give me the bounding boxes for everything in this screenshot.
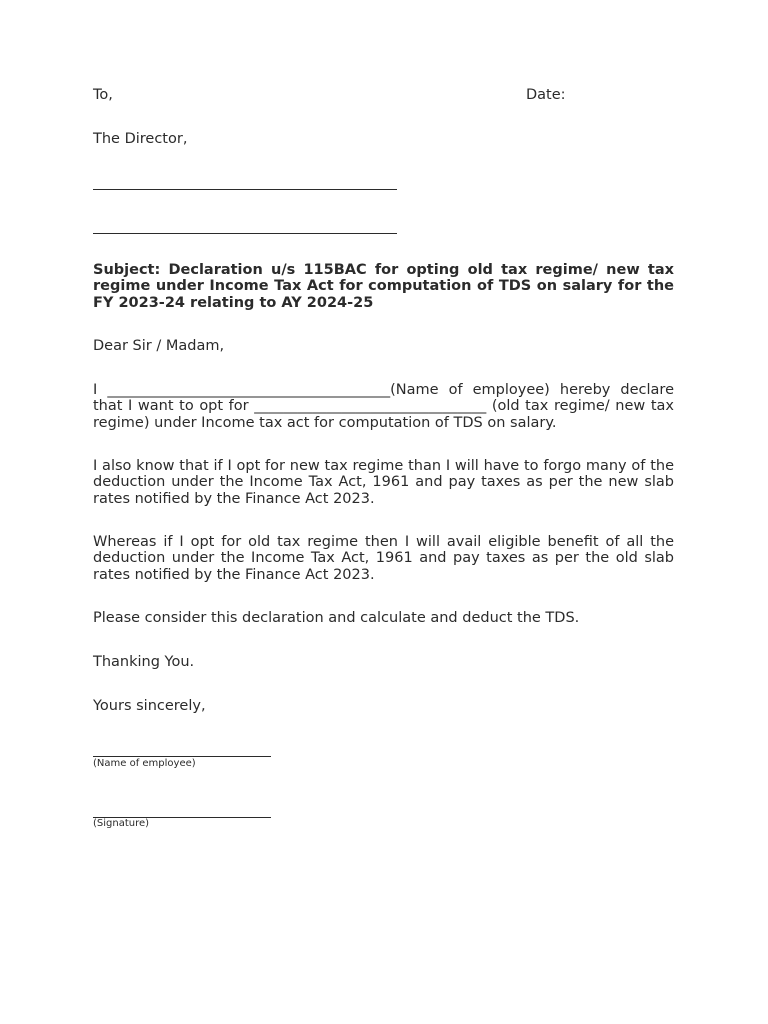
name-caption: (Name of employee) (93, 758, 196, 769)
to-label: To, (93, 87, 113, 103)
salutation: Dear Sir / Madam, (93, 338, 225, 354)
address-line-2 (93, 233, 397, 234)
old-regime-paragraph: Whereas if I opt for old tax regime then I will avail eligible benefit of all the deduction under the Income Tax Act, 1961 and pay taxes as per the old slab rates notified by the Finance Act 2023. (93, 534, 674, 583)
request-paragraph: Please consider this declaration and calculate and deduct the TDS. (93, 610, 580, 626)
name-signature-line (93, 756, 271, 757)
recipient-title: The Director, (93, 131, 188, 147)
signature-caption: (Signature) (93, 818, 150, 829)
thanks-line: Thanking You. (93, 654, 195, 670)
subject-line: Subject: Declaration u/s 115BAC for opting old tax regime/ new tax regime under Income Tax Act for computation of TDS on salary for the FY 2023-24 relating to AY 2024-25 (93, 262, 674, 311)
new-regime-paragraph: I also know that if I opt for new tax regime than I will have to forgo many of the deduction under the Income Tax Act, 1961 and pay taxes as per the new slab rates notified by the Finance Act 2023. (93, 458, 674, 507)
address-line-1 (93, 189, 397, 190)
declaration-paragraph: I _______________________________________(Name of employee) hereby declare that I want to opt for ________________________________ (old tax regime/ new tax regime) under Income tax act for computation of TDS on salary. (93, 382, 674, 431)
date-label: Date: (526, 87, 566, 103)
sign-off: Yours sincerely, (93, 698, 206, 714)
